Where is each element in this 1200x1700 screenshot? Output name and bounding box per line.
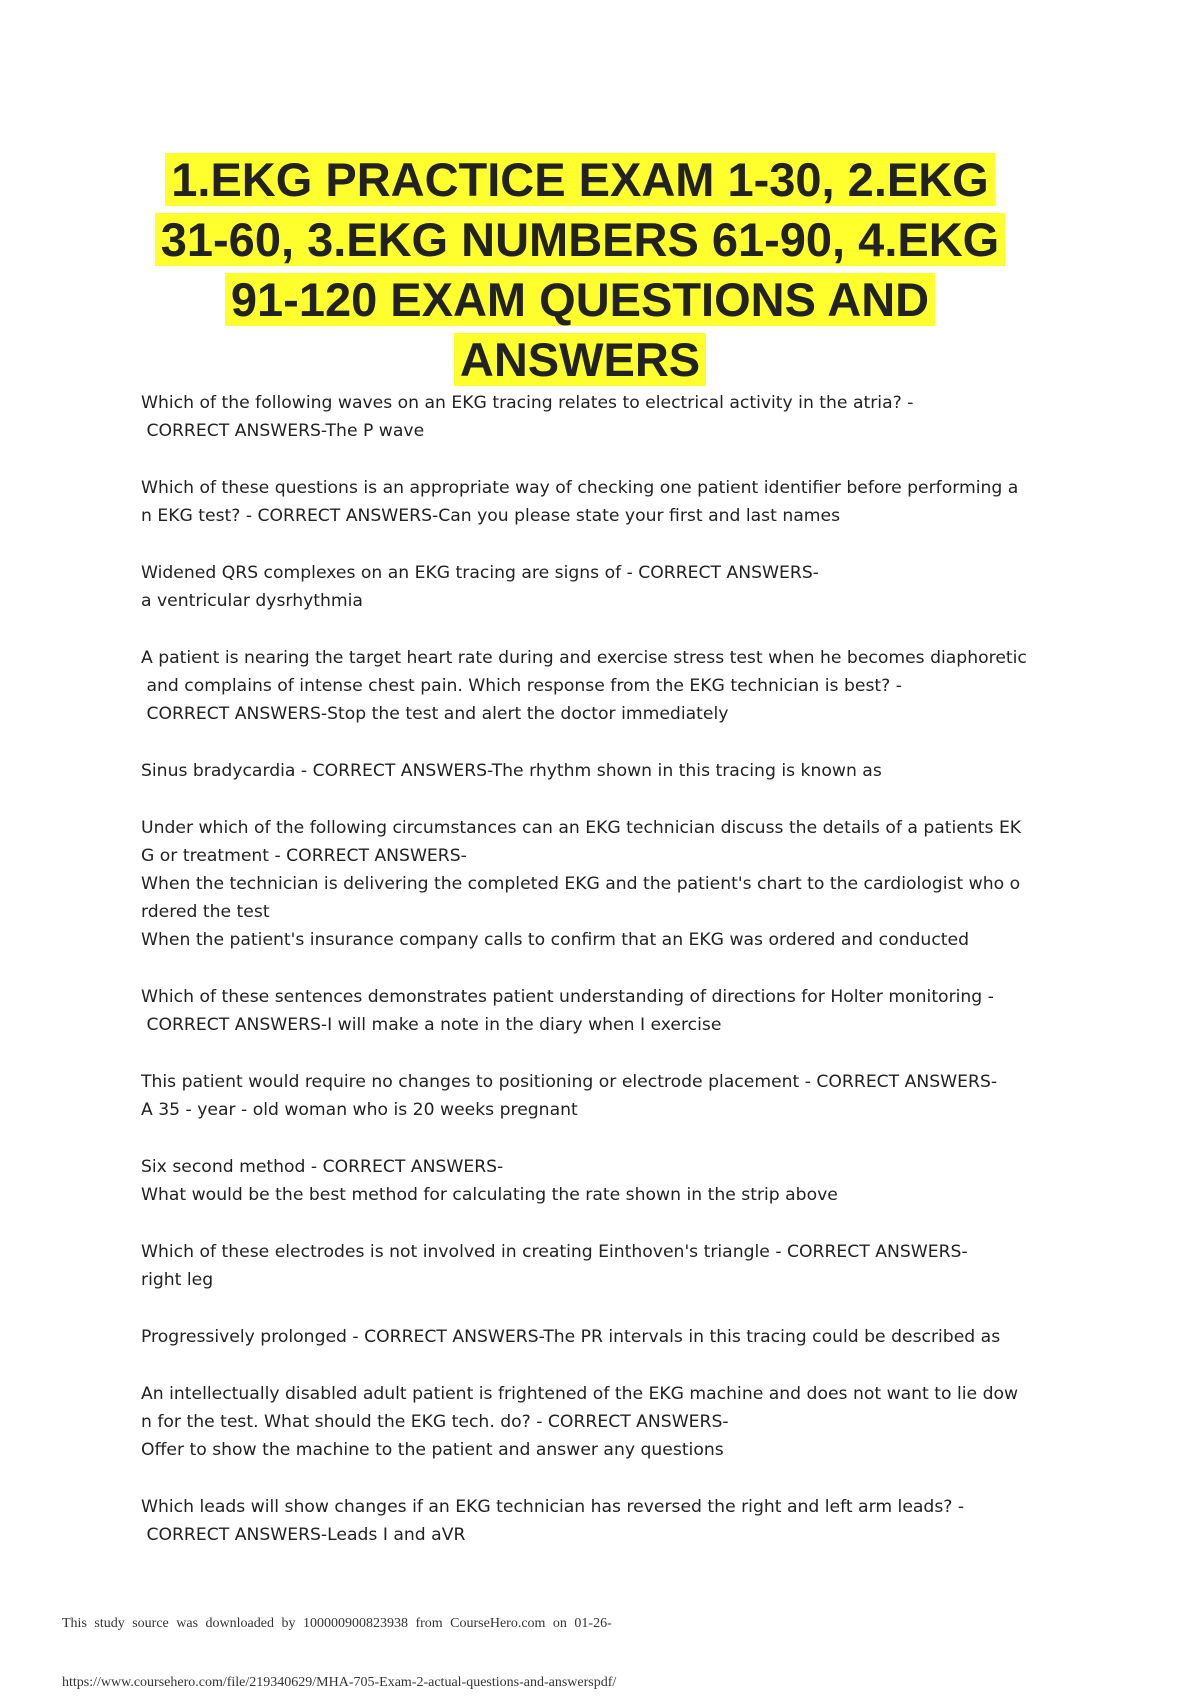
qa-line: Which of the following waves on an EKG tracing relates to electrical activity in the atria? -	[141, 393, 914, 413]
qa-line: When the technician is delivering the completed EKG and the patient's chart to the cardiologist who o	[141, 874, 1021, 894]
qa-line: An intellectually disabled adult patient is frightened of the EKG machine and does not want to lie dow	[141, 1384, 1019, 1404]
download-notice: This study source was downloaded by 100000900823938 from CourseHero.com on 01-26-	[62, 1616, 612, 1631]
title-highlight: 1.EKG PRACTICE EXAM 1-30, 2.EKG 31-60, 3.EKG NUMBERS 61-90, 4.EKG 91-120 EXAM QUESTIONS AND ANSWERS	[155, 153, 1005, 386]
document-title	[140, 150, 1020, 390]
qa-item	[141, 1380, 1061, 1464]
qa-line: Which of these electrodes is not involved in creating Einthoven's triangle - CORRECT ANSWERS-	[141, 1242, 968, 1262]
qa-line: A 35 - year - old woman who is 20 weeks pregnant	[141, 1100, 578, 1120]
qa-item	[141, 389, 1061, 445]
qa-item	[141, 559, 1061, 615]
qa-line: CORRECT ANSWERS-Leads I and aVR	[141, 1525, 466, 1545]
qa-line: Widened QRS complexes on an EKG tracing are signs of - CORRECT ANSWERS-	[141, 563, 819, 583]
qa-item	[141, 814, 1061, 954]
qa-line: CORRECT ANSWERS-The P wave	[141, 421, 425, 441]
qa-item	[141, 1153, 1061, 1209]
qa-line: right leg	[141, 1270, 214, 1290]
qa-line: Offer to show the machine to the patient and answer any questions	[141, 1440, 724, 1460]
qa-line: G or treatment - CORRECT ANSWERS-	[141, 846, 467, 866]
qa-line: Under which of the following circumstances can an EKG technician discuss the details of a patients EK	[141, 818, 1022, 838]
qa-list	[141, 389, 1061, 1578]
qa-line: Progressively prolonged - CORRECT ANSWERS-The PR intervals in this tracing could be described as	[141, 1327, 1001, 1347]
qa-item	[141, 1068, 1061, 1124]
qa-line: A patient is nearing the target heart rate during and exercise stress test when he becomes diaphoretic	[141, 648, 1027, 668]
qa-line: rdered the test	[141, 902, 270, 922]
qa-item	[141, 1323, 1061, 1351]
qa-line: n EKG test? - CORRECT ANSWERS-Can you please state your first and last names	[141, 506, 841, 526]
qa-line: What would be the best method for calculating the rate shown in the strip above	[141, 1185, 838, 1205]
qa-item	[141, 644, 1061, 728]
qa-item	[141, 474, 1061, 530]
qa-item	[141, 1238, 1061, 1294]
qa-item	[141, 983, 1061, 1039]
qa-line: Which of these questions is an appropriate way of checking one patient identifier before performing a	[141, 478, 1019, 498]
qa-line: Six second method - CORRECT ANSWERS-	[141, 1157, 504, 1177]
qa-line: CORRECT ANSWERS-Stop the test and alert the doctor immediately	[141, 704, 729, 724]
qa-line: n for the test. What should the EKG tech. do? - CORRECT ANSWERS-	[141, 1412, 729, 1432]
qa-item	[141, 1493, 1061, 1549]
qa-line: Sinus bradycardia - CORRECT ANSWERS-The rhythm shown in this tracing is known as	[141, 761, 882, 781]
source-url[interactable]: https://www.coursehero.com/file/219340629/MHA-705-Exam-2-actual-questions-and-answerspdf/	[62, 1675, 617, 1690]
qa-line: Which leads will show changes if an EKG technician has reversed the right and left arm leads? -	[141, 1497, 965, 1517]
qa-line: a ventricular dysrhythmia	[141, 591, 363, 611]
qa-line: CORRECT ANSWERS-I will make a note in the diary when I exercise	[141, 1015, 722, 1035]
qa-line: and complains of intense chest pain. Which response from the EKG technician is best? -	[141, 676, 902, 696]
qa-line: This patient would require no changes to positioning or electrode placement - CORRECT ANSWERS-	[141, 1072, 998, 1092]
qa-line: When the patient's insurance company calls to confirm that an EKG was ordered and conducted	[141, 930, 970, 950]
qa-line: Which of these sentences demonstrates patient understanding of directions for Holter monitoring -	[141, 987, 994, 1007]
qa-item	[141, 757, 1061, 785]
